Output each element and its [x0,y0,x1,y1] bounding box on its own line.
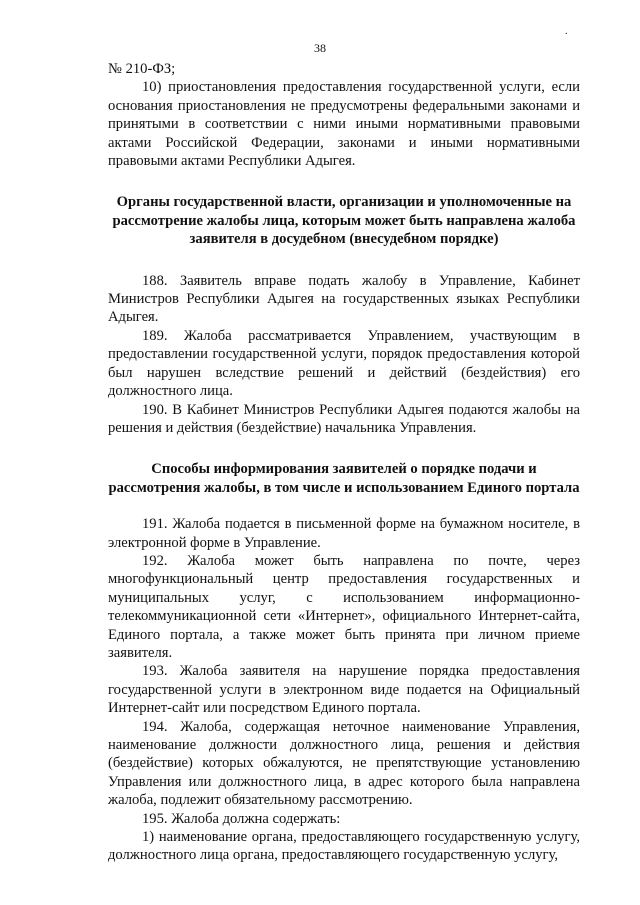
paragraph-188: 188. Заявитель вправе подать жалобу в Управление, Кабинет Министров Республики Адыгея на государственных языках Республики Адыгея. [108,272,580,326]
paragraph-194: 194. Жалоба, содержащая неточное наименование Управления, наименование должности должностного лица, решения и действия (бездействие) которых обжалуются, не препятствующие установлению Управления или должностного лица, в адрес которого была направлена жалоба, подлежит обязательному рассмотрению. [108,718,580,809]
paragraph-195-item-1: 1) наименование органа, предоставляющего государственную услугу, должностного лица органа, предоставляющего государственную услугу, [108,829,580,864]
document-body [108,60,580,865]
paragraph-193: 193. Жалоба заявителя на нарушение порядка предоставления государственной услуги в электронном виде подается на Официальный Интернет-сайт или посредством Единого портала. [108,663,580,717]
paragraph-191: 191. Жалоба подается в письменной форме на бумажном носителе, в электронной форме в Управление. [108,516,580,551]
paragraph-195: 195. Жалоба должна содержать: [142,810,341,827]
paragraph-189: 189. Жалоба рассматривается Управлением, участвующим в предоставлении государственной услуги, порядок предоставления которой был нарушен вследствие решений и действий (бездействия) его должностного лица. [108,327,580,400]
corner-mark: . [565,26,568,37]
section-heading-informing-methods: Способы информирования заявителей о порядке подачи и рассмотрения жалобы, в том числе и использованием Единого портала [108,461,580,496]
paragraph-law-ref: № 210-ФЗ; [108,61,176,77]
paragraph-190: 190. В Кабинет Министров Республики Адыгея подаются жалобы на решения и действия (бездействие) начальника Управления. [108,401,580,436]
section-heading-complaint-bodies: Органы государственной власти, организации и уполномоченные на рассмотрение жалобы лица, которым может быть направлена жалоба заявителя в досудебном (внесудебном порядке) [112,194,576,248]
page-number: 38 [314,41,326,55]
paragraph-192: 192. Жалоба может быть направлена по почте, через многофункциональный центр предоставления государственных и муниципальных услуг, с использованием информационно-телекоммуникационной сети «Интернет», официального Интернет-сайта, Единого портала, а также может быть принята при личном приеме заявителя. [108,552,580,661]
paragraph-item-10: 10) приостановления предоставления государственной услуги, если основания приостановления не предусмотрены федеральными законами и принятыми в соответствии с ними иными нормативными правовыми актами Российской Федерации, законами и иными нормативными правовыми актами Республики Адыгея. [108,79,580,170]
